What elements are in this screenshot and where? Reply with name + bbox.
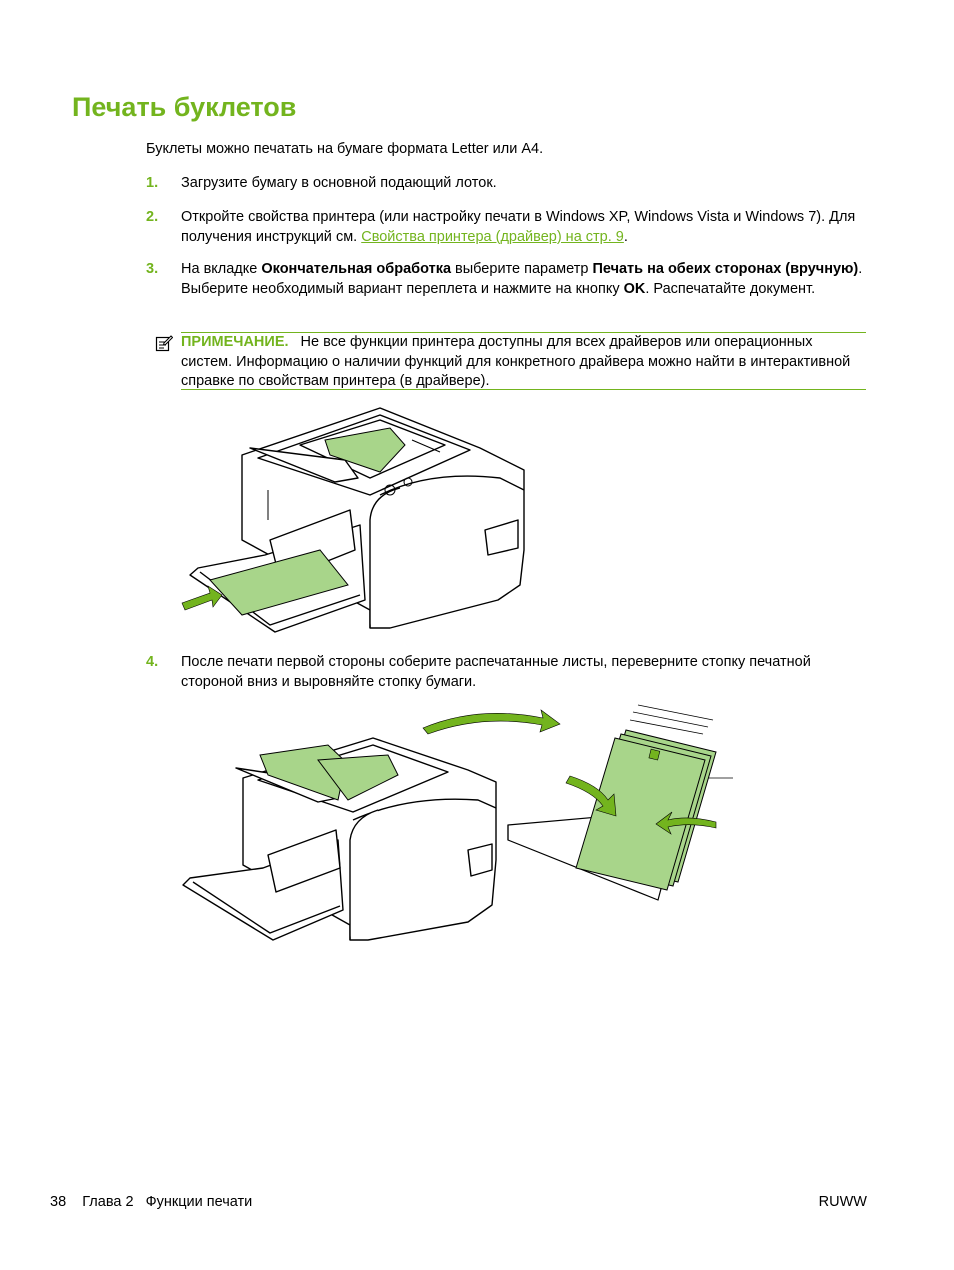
note-text: Не все функции принтера доступны для всех драйверов или операционных систем. Информацию о наличии функций для конкретного драйвера можно найти в интерактивной справке по свойствам принтера (в драйвере). bbox=[181, 334, 851, 389]
note-icon bbox=[155, 334, 173, 352]
step-number: 4. bbox=[146, 654, 159, 670]
note-label: ПРИМЕЧАНИЕ. bbox=[181, 334, 289, 350]
intro-text: Буклеты можно печатать на бумаге формата Letter или A4. bbox=[146, 141, 544, 157]
step-text-part: . Выберите необходимый вариант переплета и нажмите на кнопку bbox=[181, 261, 863, 297]
step-4 bbox=[146, 652, 868, 692]
footer-left bbox=[50, 1194, 252, 1210]
page-number: 38 bbox=[50, 1194, 67, 1210]
chapter-label: Глава 2 bbox=[82, 1194, 134, 1210]
step-number: 2. bbox=[146, 209, 159, 225]
option-name: Печать на обеих сторонах (вручную) bbox=[592, 261, 859, 277]
step-number: 1. bbox=[146, 175, 159, 191]
note-box bbox=[181, 332, 866, 390]
step-2 bbox=[146, 207, 868, 247]
tab-name: Окончательная обработка bbox=[261, 261, 452, 277]
step-text-part: Откройте свойства принтера (или настройку печати в Windows XP, Windows Vista и Windows 7). Для получения инструкций см. bbox=[181, 209, 856, 245]
step-text: После печати первой стороны соберите распечатанные листы, переверните стопку печатной стороной вниз и выровняйте стопку бумаги. bbox=[181, 654, 811, 690]
printer-properties-link[interactable]: Свойства принтера (драйвер) на стр. 9 bbox=[361, 229, 624, 245]
step-text-part: выберите параметр bbox=[451, 261, 593, 277]
step-text bbox=[181, 259, 868, 299]
footer-right: RUWW bbox=[818, 1194, 867, 1210]
step-text-part: На вкладке bbox=[181, 261, 262, 277]
step-text: Загрузите бумагу в основной подающий лоток. bbox=[181, 175, 497, 191]
step-text bbox=[181, 207, 868, 247]
step-text-part: . bbox=[623, 229, 628, 245]
step-text-part: . Распечатайте документ. bbox=[645, 281, 816, 297]
printer-illustration bbox=[178, 700, 738, 945]
printer-illustration bbox=[180, 400, 530, 635]
button-name: OK bbox=[623, 281, 646, 297]
step-1 bbox=[146, 173, 868, 193]
section-label: Функции печати bbox=[145, 1194, 253, 1210]
step-number: 3. bbox=[146, 261, 159, 277]
page-title: Печать буклетов bbox=[72, 92, 297, 122]
step-3 bbox=[146, 259, 868, 299]
